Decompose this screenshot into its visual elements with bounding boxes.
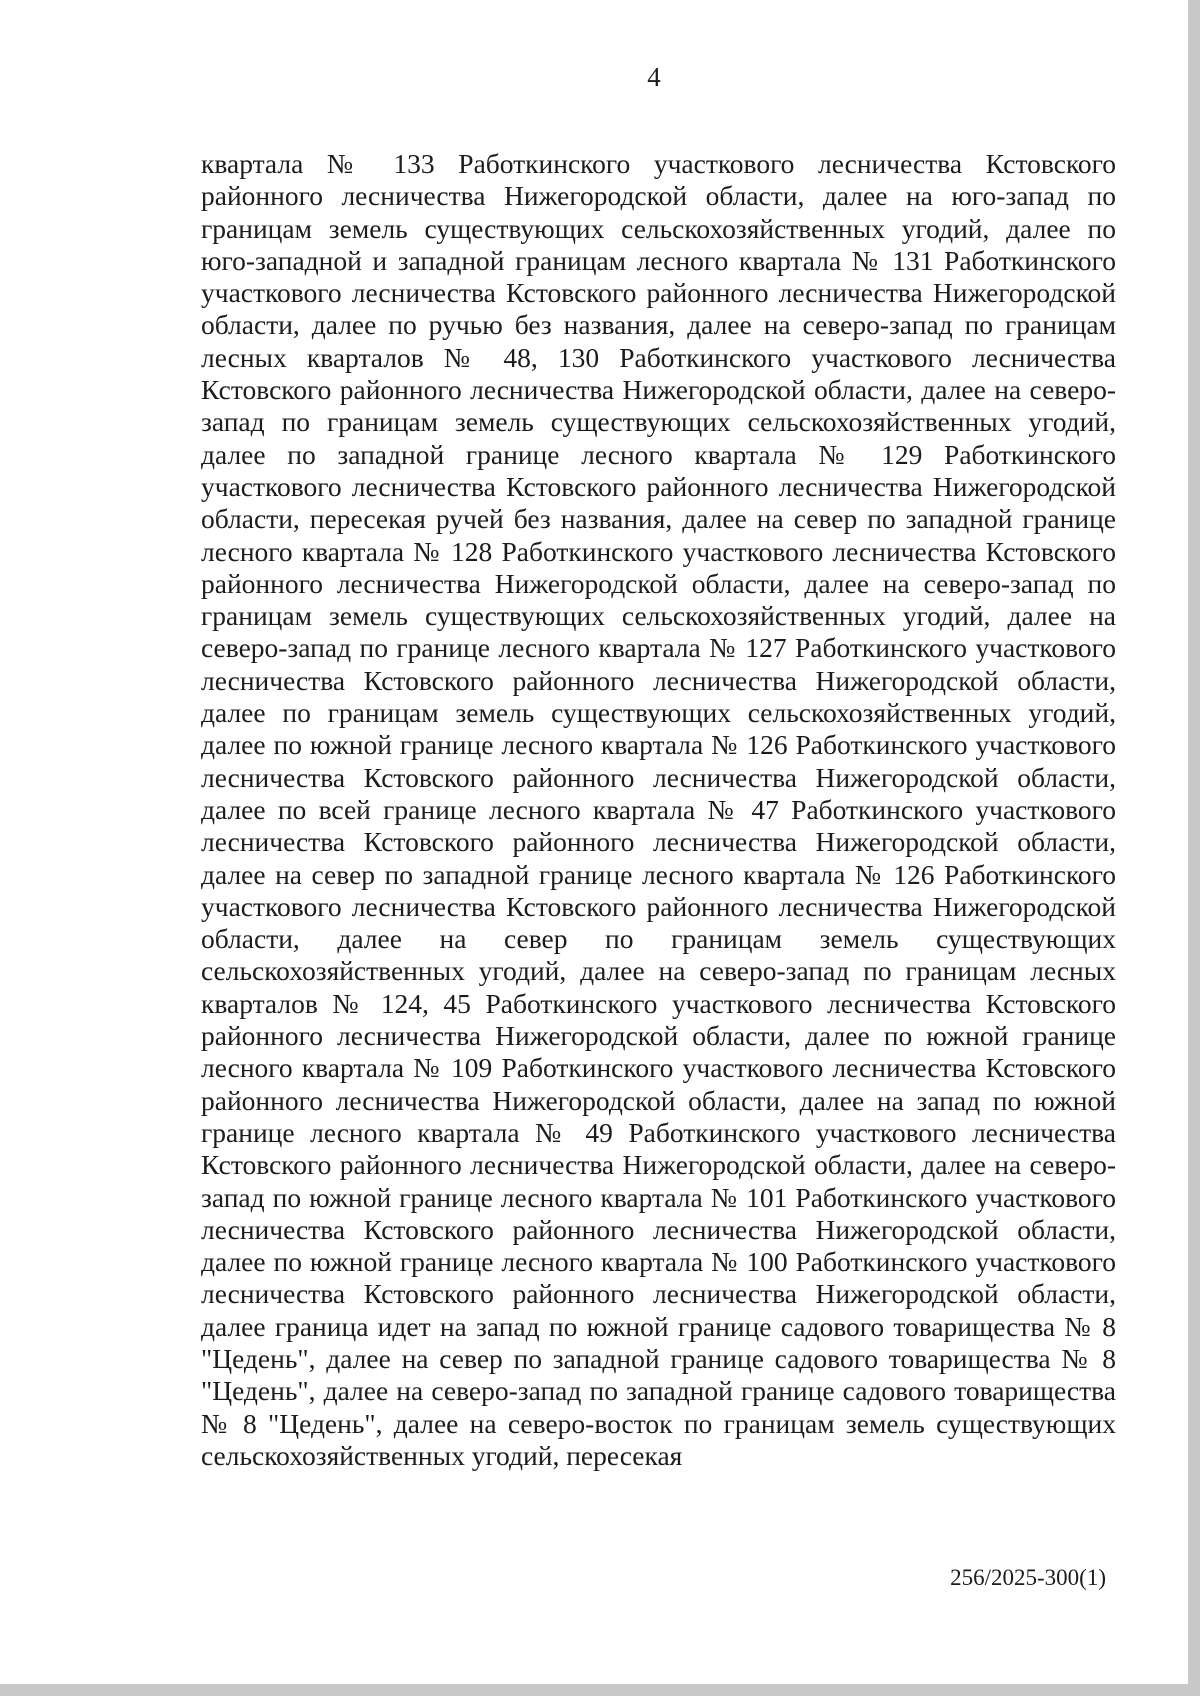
scan-border-right bbox=[1188, 0, 1200, 1696]
body-paragraph: квартала № 133 Работкинского участкового лесничества Кстовского районного лесничества Нижегородской области, далее на юго-запад по границам земель существующих сельскохозяйственных угодий, далее по юго-западной и западной границам лесного квартала № 131 Работкинского участкового лесничества Кстовского районного лесничества Нижегородской области, далее по ручью без названия, далее на северо-запад по границам лесных кварталов № 48, 130 Работкинского участкового лесничества Кстовского районного лесничества Нижегородской области, далее на северо-запад по границам земель существующих сельскохозяйственных угодий, далее по западной границе лесного квартала № 129 Работкинского участкового лесничества Кстовского районного лесничества Нижегородской области, пересекая ручей без названия, далее на север по западной границе лесного квартала № 128 Работкинского участкового лесничества Кстовского районного лесничества Нижегородской области, далее на северо-запад по границам земель существующих сельскохозяйственных угодий, далее на северо-запад по границе лесного квартала № 127 Работкинского участкового лесничества Кстовского районного лесничества Нижегородской области, далее по границам земель существующих сельскохозяйственных угодий, далее по южной границе лесного квартала № 126 Работкинского участкового лесничества Кстовского районного лесничества Нижегородской области, далее по всей границе лесного квартала № 47 Работкинского участкового лесничества Кстовского районного лесничества Нижегородской области, далее на север по западной границе лесного квартала № 126 Работкинского участкового лесничества Кстовского районного лесничества Нижегородской области, далее на север по границам земель существующих сельскохозяйственных угодий, далее на северо-запад по границам лесных кварталов № 124, 45 Работкинского участкового лесничества Кстовского районного лесничества Нижегородской области, далее по южной границе лесного квартала № 109 Работкинского участкового лесничества Кстовского районного лесничества Нижегородской области, далее на запад по южной границе лесного квартала № 49 Работкинского участкового лесничества Кстовского районного лесничества Нижегородской области, далее на северо-запад по южной границе лесного квартала № 101 Работкинского участкового лесничества Кстовского районного лесничества Нижегородской области, далее по южной границе лесного квартала № 100 Работкинского участкового лесничества Кстовского районного лесничества Нижегородской области, далее граница идет на запад по южной границе садового товарищества № 8 "Цедень", далее на север по западной границе садового товарищества № 8 "Цедень", далее на северо-запад по западной границе садового товарищества № 8 "Цедень", далее на северо-восток по границам земель существующих сельскохозяйственных угодий, пересекая bbox=[201, 148, 1116, 1471]
page-number: 4 bbox=[647, 62, 661, 92]
scan-border-bottom bbox=[0, 1684, 1200, 1696]
document-code: 256/2025-300(1) bbox=[950, 1565, 1106, 1590]
